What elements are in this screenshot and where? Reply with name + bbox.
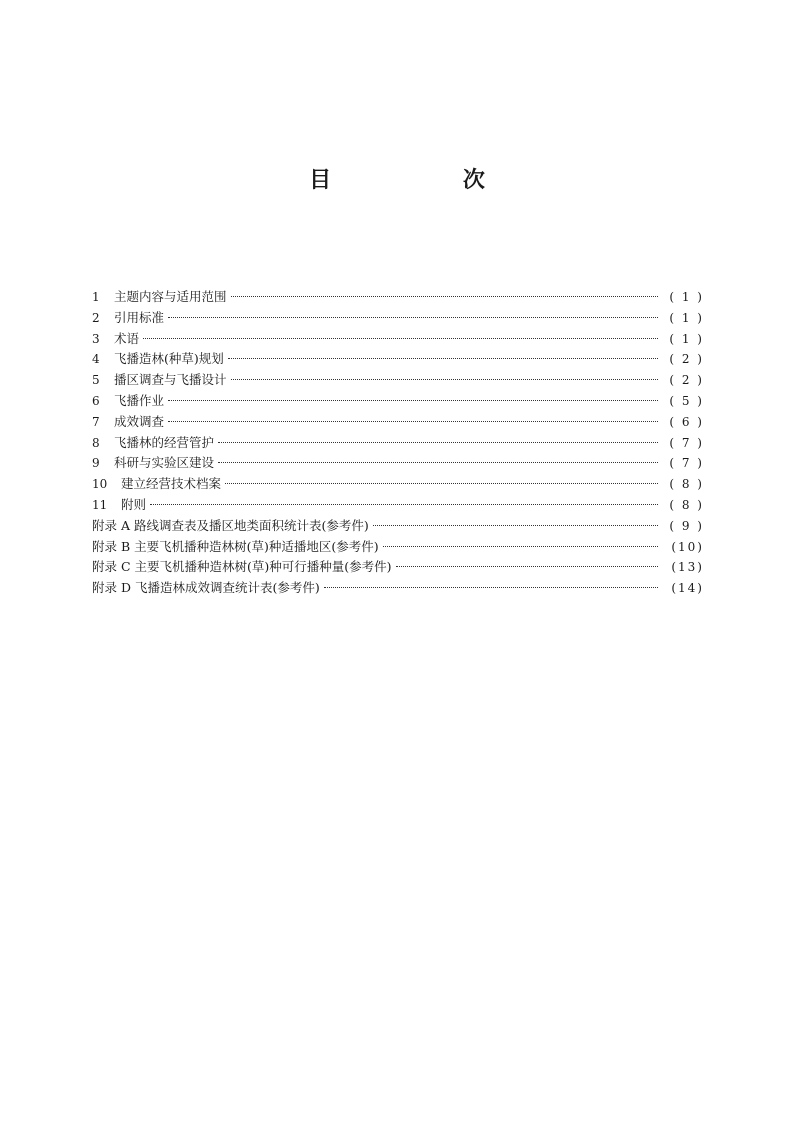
table-of-contents: [92, 287, 704, 599]
dot-leader: [231, 379, 658, 380]
toc-entry[interactable]: [92, 391, 704, 412]
entry-number: 1: [92, 290, 100, 304]
entry-number: 6: [92, 393, 100, 408]
dot-leader: [383, 546, 658, 547]
dot-leader: [218, 462, 658, 463]
toc-entry[interactable]: [92, 349, 704, 370]
entry-page: ( 2 ): [669, 352, 704, 367]
entry-page: ( 7 ): [669, 456, 704, 471]
entry-page: ( 1 ): [669, 290, 704, 304]
entry-title: 附录 A 路线调查表及播区地类面积统计表(参考件): [92, 517, 369, 533]
toc-entry[interactable]: [92, 433, 704, 454]
toc-entry[interactable]: [92, 495, 704, 516]
toc-entry[interactable]: [92, 329, 704, 350]
entry-title: 附录 D 飞播造林成效调查统计表(参考件): [92, 580, 320, 596]
entry-title: 附录 B 主要飞机播种造林树(草)种适播地区(参考件): [92, 538, 379, 554]
entry-title: 科研与实验区建设: [114, 455, 215, 471]
entry-page: ( 2 ): [669, 373, 704, 388]
dot-leader: [218, 442, 658, 443]
entry-page: ( 1 ): [669, 331, 704, 346]
entry-page: ( 5 ): [669, 393, 704, 408]
entry-page: ( 8 ): [669, 497, 704, 512]
entry-number: 5: [92, 373, 100, 388]
dot-leader: [168, 400, 658, 401]
entry-title: 飞播作业: [114, 392, 165, 408]
entry-title: 术语: [114, 330, 140, 346]
dot-leader: [396, 566, 658, 567]
dot-leader: [373, 525, 658, 526]
toc-entry[interactable]: [92, 578, 704, 599]
entry-title: 播区调查与飞播设计: [114, 372, 227, 388]
entry-page: (14): [671, 581, 704, 596]
entry-title: 成效调查: [114, 413, 165, 429]
entry-number: 3: [92, 331, 100, 346]
page-title: 目 次: [309, 168, 547, 193]
entry-title: 引用标准: [114, 309, 165, 325]
entry-page: ( 1 ): [669, 310, 704, 325]
entry-number: 8: [92, 435, 100, 450]
entry-number: 10: [92, 477, 108, 492]
toc-entry[interactable]: [92, 308, 704, 329]
entry-page: ( 6 ): [669, 414, 704, 429]
dot-leader: [143, 338, 658, 339]
dot-leader: [228, 358, 658, 359]
toc-entry[interactable]: [92, 537, 704, 558]
entry-title: 飞播林的经营管护: [114, 434, 215, 450]
entry-number: 7: [92, 414, 100, 429]
dot-leader: [168, 421, 658, 422]
dot-leader: [150, 504, 658, 505]
entry-number: 9: [92, 456, 100, 471]
dot-leader: [324, 587, 658, 588]
toc-entry[interactable]: [92, 557, 704, 578]
entry-page: (13): [671, 560, 704, 575]
entry-page: (10): [671, 539, 704, 554]
entry-page: ( 8 ): [669, 477, 704, 492]
entry-title: 附则: [121, 496, 147, 512]
entry-page: ( 9 ): [669, 518, 704, 533]
toc-entry[interactable]: [92, 412, 704, 433]
toc-entry[interactable]: [92, 474, 704, 495]
toc-entry[interactable]: [92, 453, 704, 474]
dot-leader: [168, 317, 658, 318]
dot-leader: [225, 483, 658, 484]
toc-entry[interactable]: [92, 370, 704, 391]
entry-title: 飞播造林(种草)规划: [114, 351, 224, 367]
dot-leader: [231, 296, 658, 297]
entry-number: 4: [92, 352, 100, 367]
entry-number: 11: [92, 497, 108, 512]
entry-title: 主题内容与适用范围: [114, 289, 227, 304]
entry-title: 附录 C 主要飞机播种造林树(草)种可行播种量(参考件): [92, 559, 392, 575]
entry-page: ( 7 ): [669, 435, 704, 450]
toc-entry[interactable]: [92, 287, 704, 308]
entry-title: 建立经营技术档案: [121, 476, 222, 492]
toc-entry[interactable]: [92, 516, 704, 537]
entry-number: 2: [92, 310, 100, 325]
